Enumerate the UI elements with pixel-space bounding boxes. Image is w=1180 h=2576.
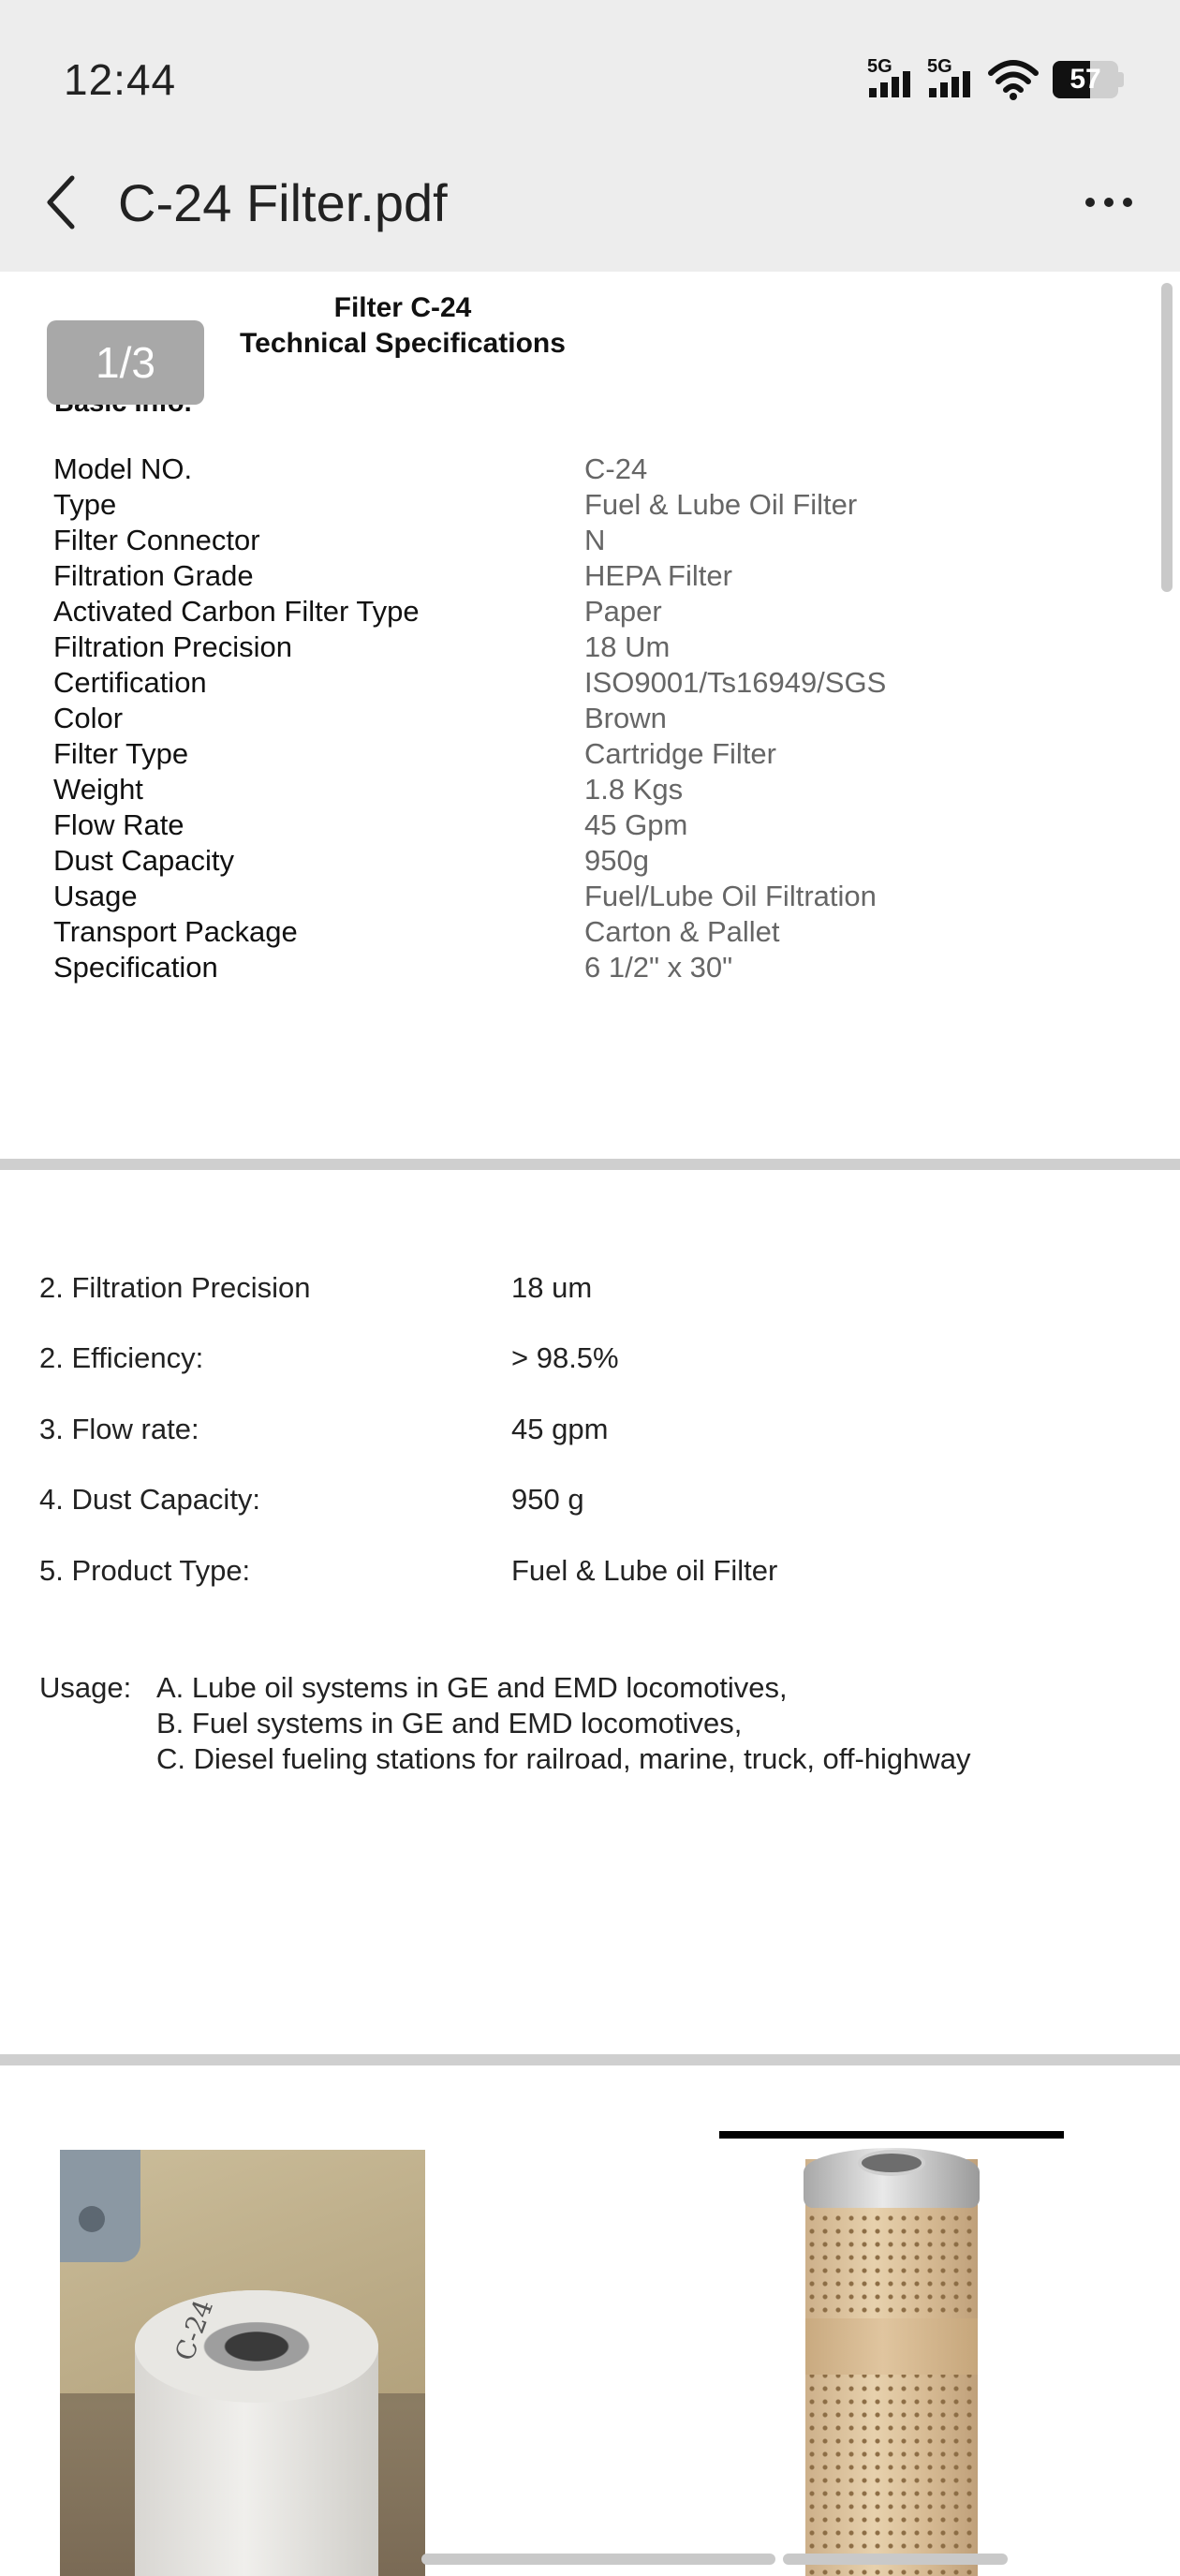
product-photo-cartridge [719,2131,1064,2576]
spec-label: Filtration Grade [53,559,254,592]
status-time: 12:44 [64,55,177,104]
spec-value: N [584,524,606,556]
detail-label: 2. Efficiency: [39,1341,204,1374]
spec-label: Model NO. [53,452,193,485]
back-button[interactable] [34,169,86,236]
spec-value: Cartridge Filter [584,737,776,770]
spec-value: ISO9001/Ts16949/SGS [584,666,887,699]
spec-row [53,523,1084,558]
spec-label: Dust Capacity [53,844,234,877]
top-bar [0,0,1180,272]
page1-title-line1: Filter C-24 [333,292,472,323]
spec-value: Fuel & Lube Oil Filter [584,488,858,521]
battery-level: 57 [1069,64,1101,95]
spec-value: Brown [584,702,667,734]
chevron-left-icon [44,174,76,230]
detail-value: Fuel & Lube oil Filter [511,1554,778,1587]
pdf-viewer[interactable] [0,272,1180,2576]
spec-value: HEPA Filter [584,559,732,592]
spec-value: Paper [584,595,662,628]
signal-label: 5G [867,56,892,77]
page-separator [0,1159,1180,1170]
detail-row [39,1554,777,1588]
spec-label: Flow Rate [53,808,184,841]
more-horizontal-icon [1085,198,1095,207]
spec-row [53,452,1084,487]
spec-row [53,736,1084,772]
usage-item: B. Fuel systems in GE and EMD locomotives, [156,1707,743,1740]
spec-label: Weight [53,773,143,806]
detail-row [39,1413,608,1446]
spec-row [53,807,1084,843]
usage-item: A. Lube oil systems in GE and EMD locomotives, [156,1671,788,1704]
detail-row [39,1271,592,1305]
filter-marking: C-24 [169,2295,220,2365]
spec-table [53,452,1084,985]
spec-value: Carton & Pallet [584,915,780,948]
detail-value: 950 g [511,1483,584,1516]
document-title: C-24 Filter.pdf [118,173,448,232]
detail-row [39,1483,584,1517]
detail-row [39,1341,619,1375]
signal-icon [927,58,974,101]
spec-label: Type [53,488,117,521]
spec-row [53,665,1084,701]
detail-label: 2. Filtration Precision [39,1271,311,1304]
spec-row [53,701,1084,736]
spec-row [53,914,1084,950]
spec-value: 45 Gpm [584,808,688,841]
spec-row [53,558,1084,594]
spec-row [53,879,1084,914]
spec-value: 950g [584,844,649,877]
spec-label: Color [53,702,124,734]
detail-value: 45 gpm [511,1413,609,1445]
vertical-scrollbar[interactable] [1161,283,1173,592]
horizontal-scrollbar[interactable] [421,2554,775,2565]
usage-item: C. Diesel fueling stations for railroad, marine, truck, off-highway [156,1742,971,1775]
spec-label: Specification [53,951,218,984]
detail-label: 5. Product Type: [39,1554,251,1587]
product-photo-installed [60,2150,425,2576]
spec-label: Transport Package [53,915,298,948]
spec-label: Filtration Precision [53,630,292,663]
usage-label: Usage: [39,1671,132,1704]
spec-row [53,487,1084,523]
spec-row [53,843,1084,879]
horizontal-scrollbar-secondary[interactable] [783,2554,1008,2565]
spec-value: 6 1/2" x 30" [584,951,733,984]
spec-label: Filter Type [53,737,189,770]
page-indicator: 1/3 [47,320,204,405]
wifi-icon [987,58,1040,101]
spec-value: 18 Um [584,630,671,663]
detail-label: 3. Flow rate: [39,1413,199,1445]
spec-row [53,772,1084,807]
spec-label: Filter Connector [53,524,260,556]
more-options-button[interactable] [1071,174,1146,230]
spec-row [53,629,1084,665]
spec-row [53,950,1084,985]
status-icons [867,56,1124,103]
spec-value: C-24 [584,452,648,485]
page1-title-line2: Technical Specifications [240,328,566,359]
detail-label: 4. Dust Capacity: [39,1483,261,1516]
spec-value: Fuel/Lube Oil Filtration [584,880,877,912]
spec-label: Usage [53,880,138,912]
page1-title [206,290,599,362]
signal-icon [867,58,914,101]
spec-row [53,594,1084,629]
spec-label: Certification [53,666,207,699]
signal-label: 5G [927,56,952,77]
page-separator [0,2054,1180,2065]
spec-label: Activated Carbon Filter Type [53,595,420,628]
battery-icon [1053,61,1124,98]
spec-value: 1.8 Kgs [584,773,684,806]
detail-value: 18 um [511,1271,593,1304]
detail-value: > 98.5% [511,1341,619,1374]
